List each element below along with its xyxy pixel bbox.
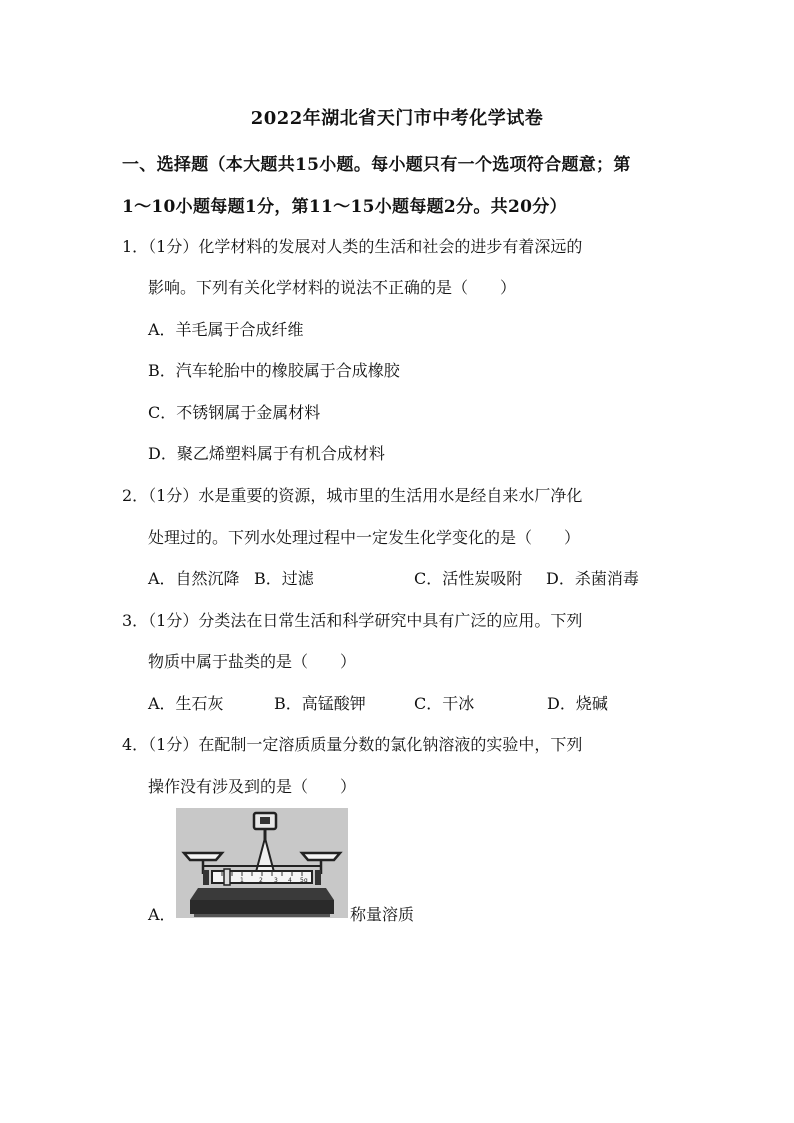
- question-1-line2: 影响。下列有关化学材料的说法不正确的是（ ）: [148, 278, 517, 297]
- scale-tick-label: 5g: [300, 877, 308, 884]
- question-1-option-c: C．不锈钢属于金属材料: [148, 403, 321, 422]
- section-heading-line2: 1～10小题每题1分，第11～15小题每题2分。共20分）: [122, 197, 567, 217]
- question-1-option-a: A．羊毛属于合成纤维: [148, 320, 304, 339]
- page-title: 2022年湖北省天门市中考化学试卷: [250, 108, 544, 129]
- balance-scale-icon: [176, 808, 348, 918]
- scale-tick-label: 3: [274, 877, 278, 884]
- question-2-option-a: A．自然沉降: [148, 569, 240, 588]
- question-3-option-a: A．生石灰: [148, 694, 224, 713]
- question-3-option-b: B．高锰酸钾: [274, 694, 366, 713]
- question-2-option-d: D．杀菌消毒: [546, 569, 639, 588]
- question-2-option-b: B．过滤: [254, 569, 314, 588]
- question-1-option-b: B．汽车轮胎中的橡胶属于合成橡胶: [148, 361, 400, 380]
- question-4-option-a-text: 称量溶质: [350, 905, 415, 924]
- question-1-line1: 1．（1分）化学材料的发展对人类的生活和社会的进步有着深远的: [122, 237, 583, 256]
- question-3-option-c: C．干冰: [414, 694, 475, 713]
- question-4-option-a-label: A．: [148, 905, 176, 924]
- scale-tick-label: 1: [240, 877, 244, 884]
- question-4-line1: 4．（1分）在配制一定溶质质量分数的氯化钠溶液的实验中，下列: [122, 735, 583, 754]
- scale-tick-label: 4: [288, 877, 292, 884]
- question-2-line2: 处理过的。下列水处理过程中一定发生化学变化的是（ ）: [148, 528, 581, 547]
- question-4-line2: 操作没有涉及到的是（ ）: [148, 777, 357, 796]
- question-3-line1: 3．（1分）分类法在日常生活和科学研究中具有广泛的应用。下列: [122, 611, 583, 630]
- question-2-line1: 2．（1分）水是重要的资源，城市里的生活用水是经自来水厂净化: [122, 486, 583, 505]
- question-2-option-c: C．活性炭吸附: [414, 569, 523, 588]
- question-3-option-d: D．烧碱: [547, 694, 608, 713]
- section-heading-line1: 一、选择题（本大题共15小题。每小题只有一个选项符合题意；第: [122, 155, 631, 175]
- question-3-line2: 物质中属于盐类的是（ ）: [148, 652, 357, 671]
- balance-scale-image: [176, 808, 348, 918]
- scale-tick-label: 2: [259, 877, 263, 884]
- question-1-option-d: D．聚乙烯塑料属于有机合成材料: [148, 444, 385, 463]
